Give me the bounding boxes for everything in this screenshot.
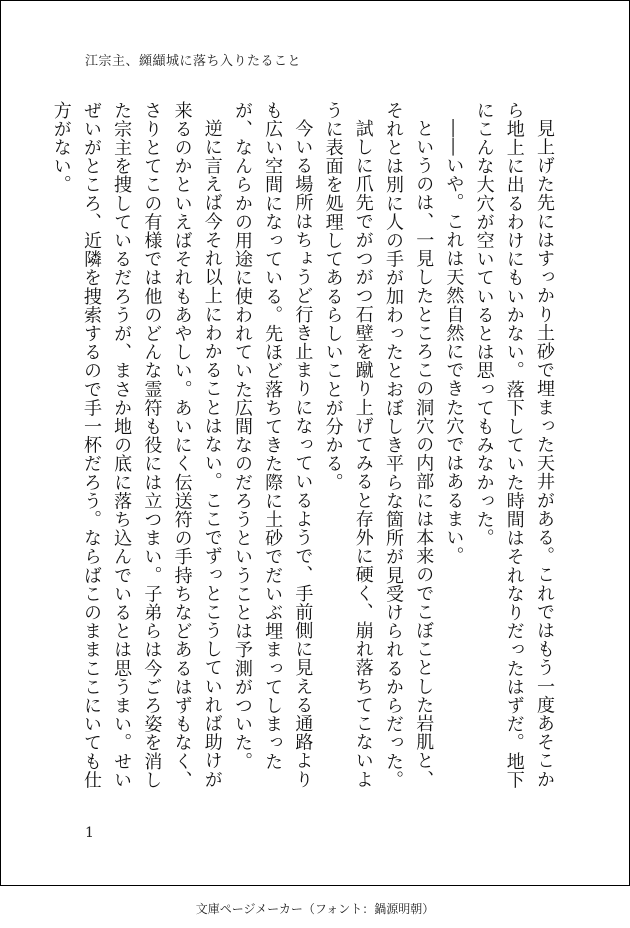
paragraph: というのは、一見したところこの洞穴の内部には本来のでこぼことした岩肌と、それとは別に人の手が加わったとおぼしき平らな箇所が見受けられるからだった。 bbox=[382, 101, 435, 790]
vertical-body-text bbox=[50, 101, 559, 791]
page-number: 1 bbox=[85, 825, 94, 841]
paragraph: ――いや。これは天然自然にできた穴ではあるまい。 bbox=[443, 119, 465, 566]
footer-credit: 文庫ページメーカー（フォント：鍋源明朝） bbox=[195, 902, 435, 916]
paragraph: 見上げた先にはすっかり土砂で埋まった天井がある。これではもう一度あそこから地上に出るわけにもいかない。落下していた時間はそれなりだったはずだ。地下にこんな大穴が空いているとは思ってもみなかった。 bbox=[473, 101, 555, 790]
paragraph: 逆に言えば今それ以上にわかることはない。ここでずっとこうしていれば助けが来るのかといえばそれもあやしい。あいにく伝送符の手持ちなどあるはずもなく、さりとてこの有様では他のどんな霊符も役には立つまい。子弟らは今ごろ姿を消した宗主を捜しているだろうが、まさか地の底に落ち込んでいるとは思うまい。せいぜいがところ、近隣を捜索するので手一杯だろう。ならばこのままここにいても仕方がない。 bbox=[50, 101, 223, 790]
running-header-title: 江宗主、纐纈城に落ち入りたること bbox=[85, 54, 302, 69]
paragraph: 試しに爪先でがつがつ石壁を蹴り上げてみると存外に硬く、崩れ落ちてこないように表面を処理してあるらしいことが分かる。 bbox=[322, 101, 374, 789]
paragraph: 今いる場所はちょうど行き止まりになっているようで、手前側に見える通路よりも広い空間になっている。先ほど落ちてきた際に土砂でだいぶ埋まってしまったが、なんらかの用途に使われていた広間なのだろうということは予測がついた。 bbox=[231, 101, 314, 789]
